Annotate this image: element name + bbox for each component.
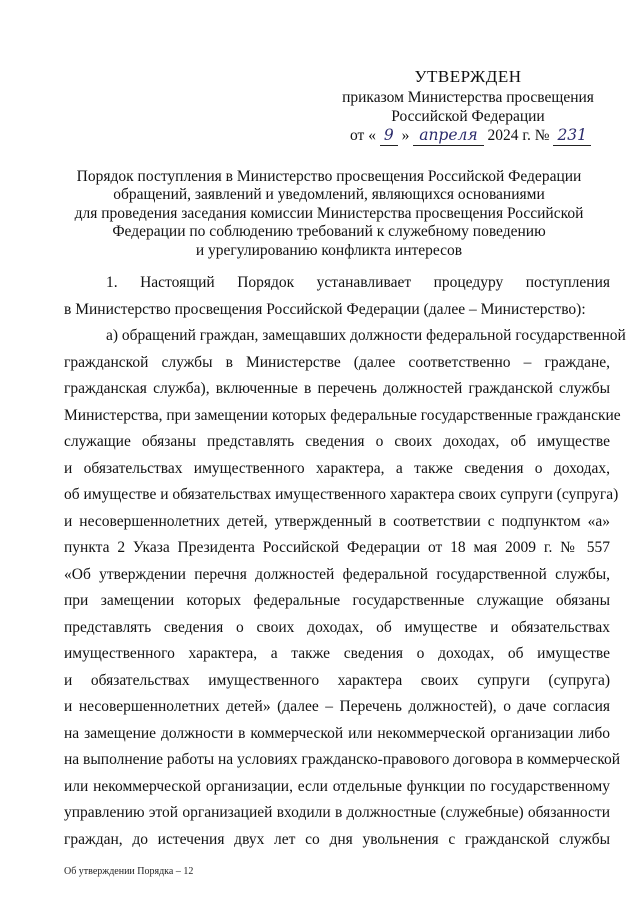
page-footer: Об утверждении Порядка – 12: [64, 866, 194, 877]
body-line: в Министерство просвещения Российской Федерации (далее – Министерство):: [64, 300, 586, 318]
handwritten-order-number: 231: [553, 126, 591, 146]
title-line: Порядок поступления в Министерство просвещения Российской Федерации: [76, 168, 582, 185]
body-line: граждан, до истечения двух лет со дня увольнения с гражданской службы: [64, 830, 610, 848]
date-close-quote: »: [401, 127, 410, 144]
body-line: и обязательствах имущественного характера, а также сведения о доходах,: [64, 459, 610, 477]
title-line: Федерации по соблюдению требований к служебному поведению: [112, 223, 546, 241]
approval-date-line: [330, 126, 606, 146]
title-line: обращений, заявлений и уведомлений, являющихся основаниями: [113, 186, 545, 204]
approval-block: [330, 66, 606, 146]
body-line: служащие обязаны представлять сведения о своих доходах, об имуществе: [64, 433, 610, 450]
approval-heading: УТВЕРЖДЕН: [414, 67, 522, 86]
body-line: об имуществе и обязательствах имущественного характера своих супруги (супруга): [64, 486, 619, 503]
body-line: имущественного характера, а также сведения о доходах, об имуществе: [64, 645, 610, 662]
body-line: на замещение должности в коммерческой или некоммерческой организации либо: [64, 724, 610, 742]
body-line: при замещении которых федеральные государственные служащие обязаны: [64, 592, 610, 609]
approval-order-line: приказом Министерства просвещения: [342, 89, 594, 106]
body-line: на выполнение работы на условиях гражданско-правового договора в коммерческой: [64, 751, 621, 768]
handwritten-day: 9: [380, 126, 398, 146]
body-line: и несовершеннолетних детей, утвержденный в соответствии с подпунктом «а»: [64, 512, 610, 530]
body-line: и обязательствах имущественного характера своих супруги (супруга): [64, 671, 610, 689]
body-line: а) обращений граждан, замещавших должности федеральной государственной: [106, 327, 626, 344]
title-line: и урегулированию конфликта интересов: [195, 241, 463, 259]
body-line: или некоммерческой организации, если отдельные функции по государственному: [64, 777, 610, 795]
handwritten-month: апреля: [413, 126, 483, 146]
body-line: пункта 2 Указа Президента Российской Федерации от 18 мая 2009 г. № 557: [64, 539, 610, 556]
body-line: представлять сведения о своих доходах, об имуществе и обязательствах: [64, 618, 610, 636]
body-line: гражданской службы в Министерстве (далее соответственно – граждане,: [64, 353, 610, 371]
body-line: гражданская служба), включенные в перечень должностей гражданской службы: [64, 380, 610, 397]
date-year: 2024 г. №: [487, 127, 550, 144]
body-line: 1. Настоящий Порядок устанавливает процедуру поступления: [106, 274, 610, 291]
body-line: и несовершеннолетних детей» (далее – Перечень должностей), о даче согласия: [64, 698, 610, 715]
body-line: управлению этой организацией входили в должностные (служебные) обязанности: [64, 804, 610, 821]
document-body: [64, 270, 626, 853]
body-line: «Об утверждении перечня должностей федеральной государственной службы,: [64, 565, 610, 583]
date-prefix: от «: [350, 127, 376, 144]
document-title: [68, 168, 590, 260]
title-line: для проведения заседания комиссии Министерства просвещения Российской: [74, 204, 584, 222]
approval-organization: Российской Федерации: [391, 108, 545, 125]
body-line: Министерства, при замещении которых федеральные государственные гражданские: [64, 406, 621, 424]
